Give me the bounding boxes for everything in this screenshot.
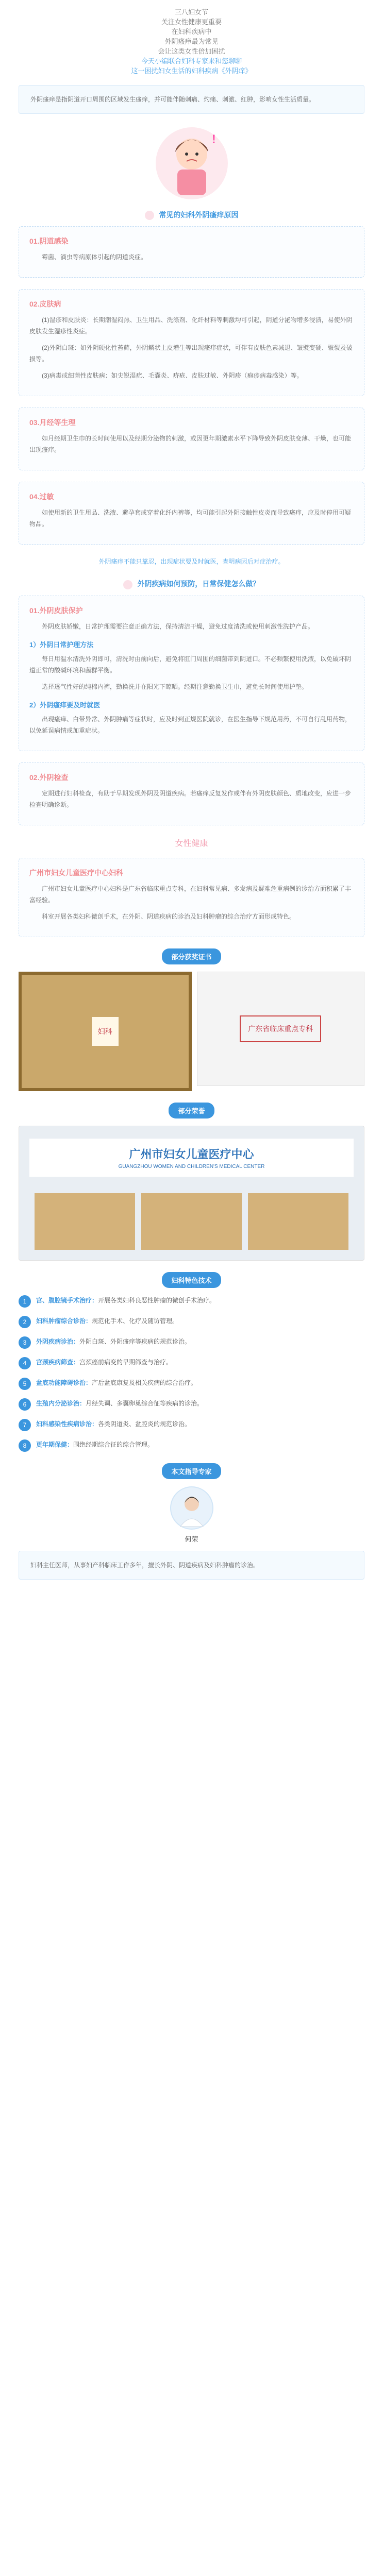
list-item: 3 外阴疾病诊治：外阴白斑、外阴瘙痒等疾病的规范诊治。 bbox=[19, 1336, 364, 1349]
prevention-title: 02.外阴检查 bbox=[29, 773, 69, 782]
cause-block bbox=[19, 408, 364, 470]
cause-title: 04.过敏 bbox=[29, 493, 54, 501]
illustration-woman bbox=[135, 122, 248, 205]
prevention-text: 每日用温水清洗外阴即可，清洗时由前向后，避免将肛门周围的细菌带到阴道口。不必频繁使用洗液，以免破坏阴道正常的酸碱环境和菌群平衡。 bbox=[29, 655, 352, 674]
intro-line: 这一困扰妇女生活的妇科疾病《外阴痒》 bbox=[131, 67, 252, 75]
list-item: 6 生殖内分泌诊治：月经失调、多囊卵巢综合征等疾病的诊治。 bbox=[19, 1398, 364, 1411]
prevention-intro: 外阴皮肤娇嫩，日常护理需要注意正确方法，保持清洁干燥，避免过度清洗或使用刺激性洗护产品。 bbox=[42, 622, 314, 630]
bullet-icon bbox=[123, 580, 132, 589]
avatar bbox=[170, 1486, 213, 1530]
advantages-badge: 妇科特色技术 bbox=[162, 1272, 221, 1288]
reminder-text: 外阴瘙痒不能只靠忍，出现症状要及时就医，查明病因后对症治疗。 bbox=[98, 558, 285, 566]
plaque-image bbox=[35, 1193, 135, 1250]
hospital-title: 广州市妇女儿童医疗中心妇科 bbox=[29, 868, 123, 877]
cause-title: 02.皮肤病 bbox=[29, 300, 61, 309]
honors-badge: 部分获奖证书 bbox=[162, 948, 221, 964]
intro-card: 外阴瘙痒是指阴道开口周围的区域发生瘙痒，并可能伴随刺痛、灼痛、刺激、红肿，影响女性生活质量。 bbox=[19, 85, 364, 114]
intro-text bbox=[0, 0, 383, 76]
list-item: 1 宫、腹腔镜手术治疗：开展各类妇科良恶性肿瘤的微创手术治疗。 bbox=[19, 1295, 364, 1308]
plaque-image bbox=[141, 1193, 242, 1250]
advantages-list bbox=[0, 1295, 383, 1452]
section-title-causes: 常见的妇科外阴瘙痒原因 bbox=[0, 210, 383, 220]
cause-block bbox=[19, 289, 364, 396]
intro-line: 关注女性健康更重要 bbox=[161, 18, 222, 26]
list-item: 2 妇科肿瘤综合诊治：规范化手术、化疗及随访管理。 bbox=[19, 1316, 364, 1328]
intro-line: 在妇科疾病中 bbox=[171, 28, 212, 36]
prevention-block bbox=[19, 596, 364, 751]
hospital-wall-photo bbox=[19, 1126, 364, 1261]
cause-text: (2)外阴白斑：如外阴硬化性苔藓，外阴鳞状上皮增生等出现瘙痒症状，可伴有皮肤色素减退、皱襞变硬、皲裂及破损等。 bbox=[29, 344, 353, 363]
section-title-prevention: 外阴疾病如何预防，日常保健怎么做？ bbox=[0, 579, 383, 589]
prevention-text: 出现瘙痒、白带异常、外阴肿痛等症状时，应及时到正规医院就诊，在医生指导下规范用药，不可自行乱用药物，以免延误病情或加重症状。 bbox=[29, 715, 352, 734]
intro-line: 会让这类女性倍加困扰 bbox=[158, 47, 225, 55]
cause-block bbox=[19, 226, 364, 278]
cause-text: (1)湿疹和皮肤炎：长期潮湿闷热、卫生用品、洗涤剂、化纤材料等刺激均可引起，阴道分泌物增多浸渍，易使外阴皮肤发生湿疹性炎症。 bbox=[29, 316, 353, 335]
honors-photos bbox=[19, 972, 364, 1091]
cause-block bbox=[19, 482, 364, 545]
prevention-text: 定期进行妇科检查，有助于早期发现外阴及阴道疾病。若瘙痒反复发作或伴有外阴皮肤颜色、质地改变，应进一步检查明确诊断。 bbox=[29, 789, 352, 808]
hospital-sign-en: GUANGZHOU WOMEN AND CHILDREN'S MEDICAL CENTER bbox=[118, 1163, 265, 1170]
list-item: 5 盆底功能障碍诊治：产后盆底康复及相关疾病的综合治疗。 bbox=[19, 1378, 364, 1390]
cause-text: 霉菌、滴虫等病原体引起的阴道炎症。 bbox=[42, 253, 147, 261]
cause-text: 如月经期卫生巾的长时间使用以及经期分泌物的刺激，或因更年期激素水平下降导致外阴皮肤变薄、干燥，也可能出现瘙痒。 bbox=[29, 435, 352, 454]
list-item: 4 宫颈疾病筛查：宫颈癌前病变的早期筛查与治疗。 bbox=[19, 1357, 364, 1369]
honor-certificate: 广东省临床重点专科 bbox=[197, 972, 365, 1086]
cause-title: 01.阴道感染 bbox=[29, 237, 69, 246]
prevention-block bbox=[19, 762, 364, 825]
honor-plaque: 妇科 bbox=[19, 972, 192, 1091]
intro-line: 三八妇女节 bbox=[174, 8, 208, 16]
expert-badge: 本文指导专家 bbox=[162, 1463, 221, 1479]
expert-name: 何荣 bbox=[185, 1535, 198, 1543]
list-item: 7 妇科感染性疾病诊治：各类阴道炎、盆腔炎的规范诊治。 bbox=[19, 1419, 364, 1431]
prevention-subtitle: 2）外阴瘙痒要及时就医 bbox=[29, 701, 101, 709]
list-item: 8 更年期保健：围绝经期综合征的综合管理。 bbox=[19, 1439, 364, 1452]
intro-line: 外阴瘙痒最为常见 bbox=[164, 38, 219, 45]
hospital-sign: 广州市妇女儿童医疗中心 bbox=[129, 1147, 254, 1161]
bullet-icon bbox=[145, 211, 154, 220]
prevention-text: 选择透气性好的纯棉内裤，勤换洗并在阳光下晾晒。经期注意勤换卫生巾，避免长时间使用护垫。 bbox=[42, 683, 308, 690]
cause-text: (3)病毒或细菌性皮肤病：如尖锐湿疣、毛囊炎、疥疮、皮肤过敏、外阴疹（疱疹病毒感染）等。 bbox=[42, 372, 303, 380]
svg-text:!: ! bbox=[212, 132, 215, 145]
hospital-text: 科室开展各类妇科微创手术，在外阴、阴道疾病的诊治及妇科肿瘤的综合治疗方面形成特色。 bbox=[42, 912, 296, 920]
signature-divider: 女性健康 bbox=[175, 839, 208, 848]
plaque-image bbox=[248, 1193, 348, 1250]
hospital-card bbox=[19, 858, 364, 937]
hospital-text: 广州市妇女儿童医疗中心妇科是广东省临床重点专科，在妇科常见病、多发病及疑难危重病例的诊治方面积累了丰富经验。 bbox=[29, 885, 352, 904]
cause-text: 如使用新的卫生用品、洗液、避孕套或穿着化纤内裤等，均可能引起外阴接触性皮炎而导致瘙痒，应及时停用可疑物品。 bbox=[29, 509, 352, 528]
cause-title: 03.月经等生理 bbox=[29, 418, 76, 427]
prevention-subtitle: 1）外阴日常护理方法 bbox=[29, 640, 94, 649]
team-badge: 部分荣誉 bbox=[169, 1103, 214, 1118]
prevention-title: 01.外阴皮肤保护 bbox=[29, 606, 83, 615]
intro-line: 今天小编联合妇科专家来和您聊聊 bbox=[141, 57, 242, 65]
expert-bio: 妇科主任医师，从事妇产科临床工作多年，擅长外阴、阴道疾病及妇科肿瘤的诊治。 bbox=[19, 1551, 364, 1580]
